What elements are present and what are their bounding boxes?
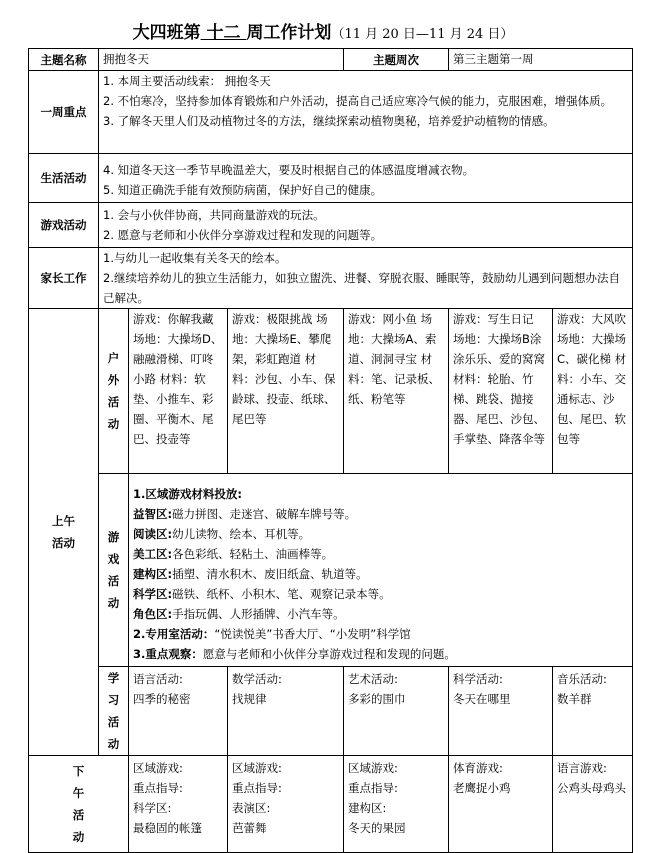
- afternoon-line: 重点指导:: [133, 781, 183, 795]
- life-label: 生活活动: [29, 154, 99, 203]
- afternoon-line: 表演区:: [232, 801, 271, 815]
- parent-label: 家长工作: [29, 248, 99, 309]
- learn-name: 找规律: [232, 692, 267, 706]
- game-label: 游戏活动: [29, 203, 99, 248]
- area-item: [133, 524, 628, 544]
- learn-name: 多彩的围巾: [348, 692, 406, 706]
- game-item: 2. 愿意与老师和小伙伴分享游戏过程和发现的问题等。: [103, 228, 383, 242]
- learn-row: [29, 667, 633, 756]
- afternoon-line: 科学区:: [133, 801, 172, 815]
- afternoon-line: 建构区:: [348, 801, 387, 815]
- outdoor-label: [99, 309, 129, 474]
- afternoon-line: 最稳固的帐篷: [133, 821, 202, 835]
- afternoon-cell: [129, 756, 228, 853]
- game-content: [99, 203, 633, 248]
- afternoon-cell: [228, 756, 344, 853]
- afternoon-line: 区域游戏:: [133, 761, 183, 775]
- learn-label-text: 学习活动: [107, 671, 120, 751]
- title-week-number: 十二: [200, 23, 247, 43]
- special-room-name: 2.专用室活动：: [133, 627, 215, 641]
- afternoon-line: 公鸡头母鸡头: [557, 781, 627, 795]
- afternoon-label-text: 下午活动: [72, 764, 85, 844]
- title-class: 大四班第: [132, 23, 201, 43]
- afternoon-line: 老鹰捉小鸡: [453, 781, 511, 795]
- parent-item: 1.与幼儿一起收集有关冬天的绘本。: [103, 251, 287, 265]
- play-content: [129, 474, 633, 667]
- learn-cell: [344, 667, 449, 756]
- learn-name: 冬天在哪里: [453, 692, 511, 706]
- game-row: [29, 203, 633, 248]
- learn-type: 艺术活动:: [348, 672, 398, 686]
- life-content: [99, 154, 633, 203]
- morning-label: [29, 309, 99, 756]
- learn-name: 数羊群: [557, 692, 592, 706]
- focus-content: [99, 71, 633, 154]
- outdoor-label-text: 户外活动: [107, 351, 120, 431]
- afternoon-cell: [344, 756, 449, 853]
- learn-type: 数学活动:: [232, 672, 282, 686]
- afternoon-line: 体育游戏:: [453, 761, 503, 775]
- area-text: 磁力拼图、走迷宫、破解车牌号等。: [172, 507, 357, 521]
- area-name: 角色区:: [133, 607, 173, 621]
- area-text: 幼儿读物、绘本、耳机等。: [172, 527, 311, 541]
- area-name: 益智区:: [133, 507, 173, 521]
- outdoor-cell: 游戏：极限挑战 场地：大操场E、攀爬架，彩虹跑道 材料：沙包、小车、保龄球、投壶、纸球、尾巴等: [228, 309, 344, 474]
- outdoor-row: [29, 309, 633, 474]
- parent-content: [99, 248, 633, 309]
- area-item: [133, 504, 628, 524]
- outdoor-cell: 游戏：大风吹 场地：大操场C、碳化梯 材料：小车、交通标志、沙包、尾巴、软包等: [553, 309, 633, 474]
- focus-item: 3. 了解冬天里人们及动植物过冬的方法，继续探索动植物奥秘，培养爱护动植物的情感。: [103, 114, 555, 128]
- afternoon-label: [29, 756, 129, 853]
- learn-name: 四季的秘密: [133, 692, 191, 706]
- theme-name-value: 拥抱冬天: [99, 49, 344, 71]
- theme-name-label: 主题名称: [29, 49, 99, 71]
- area-text: 手指玩偶、人形插牌、小汽车等。: [172, 607, 345, 621]
- play-label: [99, 474, 129, 667]
- learn-type: 语言活动:: [133, 672, 183, 686]
- afternoon-line: 重点指导:: [348, 781, 398, 795]
- key-observation-name: 3.重点观察：: [133, 647, 203, 661]
- focus-item: 2. 不怕寒冷，坚持参加体育锻炼和户外活动，提高自己适应寒冷气候的能力，克服困难，增强体质。: [103, 94, 613, 108]
- life-item: 5. 知道正确洗手能有效预防病菌，保护好自己的健康。: [103, 183, 383, 197]
- learn-label: [99, 667, 129, 756]
- play-label-text: 游戏活动: [107, 530, 120, 610]
- area-item: [133, 584, 628, 604]
- area-name: 阅读区:: [133, 527, 173, 541]
- outdoor-cell: 游戏：你解我藏 场地：大操场D、融融滑梯、叮咚小路 材料：软垫、小推车、彩圈、平衡木、尾巴、投壶等: [129, 309, 228, 474]
- game-item: 1. 会与小伙伴协商，共同商量游戏的玩法。: [103, 208, 325, 222]
- area-item: [133, 604, 628, 624]
- afternoon-cell: [553, 756, 633, 853]
- parent-row: [29, 248, 633, 309]
- learn-type: 音乐活动:: [557, 672, 607, 686]
- life-row: [29, 154, 633, 203]
- area-text: 各色彩纸、轻粘土、油画棒等。: [172, 547, 334, 561]
- page-title: [0, 18, 646, 43]
- area-name: 科学区:: [133, 587, 173, 601]
- area-item: [133, 564, 628, 584]
- key-observation-text: 愿意与老师和小伙伴分享游戏过程和发现的问题。: [202, 647, 456, 661]
- afternoon-line: 重点指导:: [232, 781, 282, 795]
- learn-cell: [553, 667, 633, 756]
- area-item: [133, 544, 628, 564]
- afternoon-row: [29, 756, 633, 853]
- area-text: 磁铁、纸杯、小积木、笔、观察记录本等。: [172, 587, 391, 601]
- area-name: 美工区:: [133, 547, 173, 561]
- plan-table: [28, 48, 633, 853]
- theme-week-value: 第三主题第一周: [449, 49, 633, 71]
- afternoon-line: 语言游戏:: [557, 761, 607, 775]
- focus-label: 一周重点: [29, 71, 99, 154]
- special-room-item: [133, 624, 628, 644]
- outdoor-cell: 游戏：写生日记 场地：大操场B涂涂乐乐、爱的窝窝 材料：轮胎、竹梯、跳袋、抛接器、尾巴、沙包、手掌垫、降落伞等: [449, 309, 553, 474]
- area-materials-heading: 1.区域游戏材料投放:: [133, 487, 242, 501]
- area-text: 插塑、清水积木、废旧纸盒、轨道等。: [172, 567, 368, 581]
- morning-label-text: 上午活动: [52, 514, 75, 550]
- focus-item: 1. 本周主要活动线索： 拥抱冬天: [103, 74, 271, 88]
- parent-item: 2.继续培养幼儿的独立生活能力，如独立盥洗、进餐、穿脱衣服、睡眠等，鼓励幼儿遇到问题想办法自己解决。: [103, 271, 620, 305]
- focus-row: [29, 71, 633, 154]
- key-observation-item: [133, 644, 628, 664]
- special-room-text: “悦读悦美”书香大厅、“小发明”科学馆: [214, 627, 411, 641]
- afternoon-line: 冬天的果园: [348, 821, 406, 835]
- learn-type: 科学活动:: [453, 672, 503, 686]
- afternoon-line: 区域游戏:: [232, 761, 282, 775]
- title-plan: 周工作计划: [246, 23, 332, 43]
- title-date-range: （11 月 20 日—11 月 24 日）: [331, 27, 514, 42]
- theme-row: [29, 49, 633, 71]
- theme-week-label: 主题周次: [344, 49, 449, 71]
- area-play-row: [29, 474, 633, 667]
- area-name: 建构区:: [133, 567, 173, 581]
- learn-cell: [228, 667, 344, 756]
- learn-cell: [129, 667, 228, 756]
- life-item: 4. 知道冬天这一季节早晚温差大，要及时根据自己的体感温度增减衣物。: [103, 163, 475, 177]
- afternoon-cell: [449, 756, 553, 853]
- learn-cell: [449, 667, 553, 756]
- outdoor-cell: 游戏：网小鱼 场地：大操场A、索道、洞洞寻宝 材料：笔、记录板、纸、粉笔等: [344, 309, 449, 474]
- afternoon-line: 区域游戏:: [348, 761, 398, 775]
- afternoon-line: 芭蕾舞: [232, 821, 267, 835]
